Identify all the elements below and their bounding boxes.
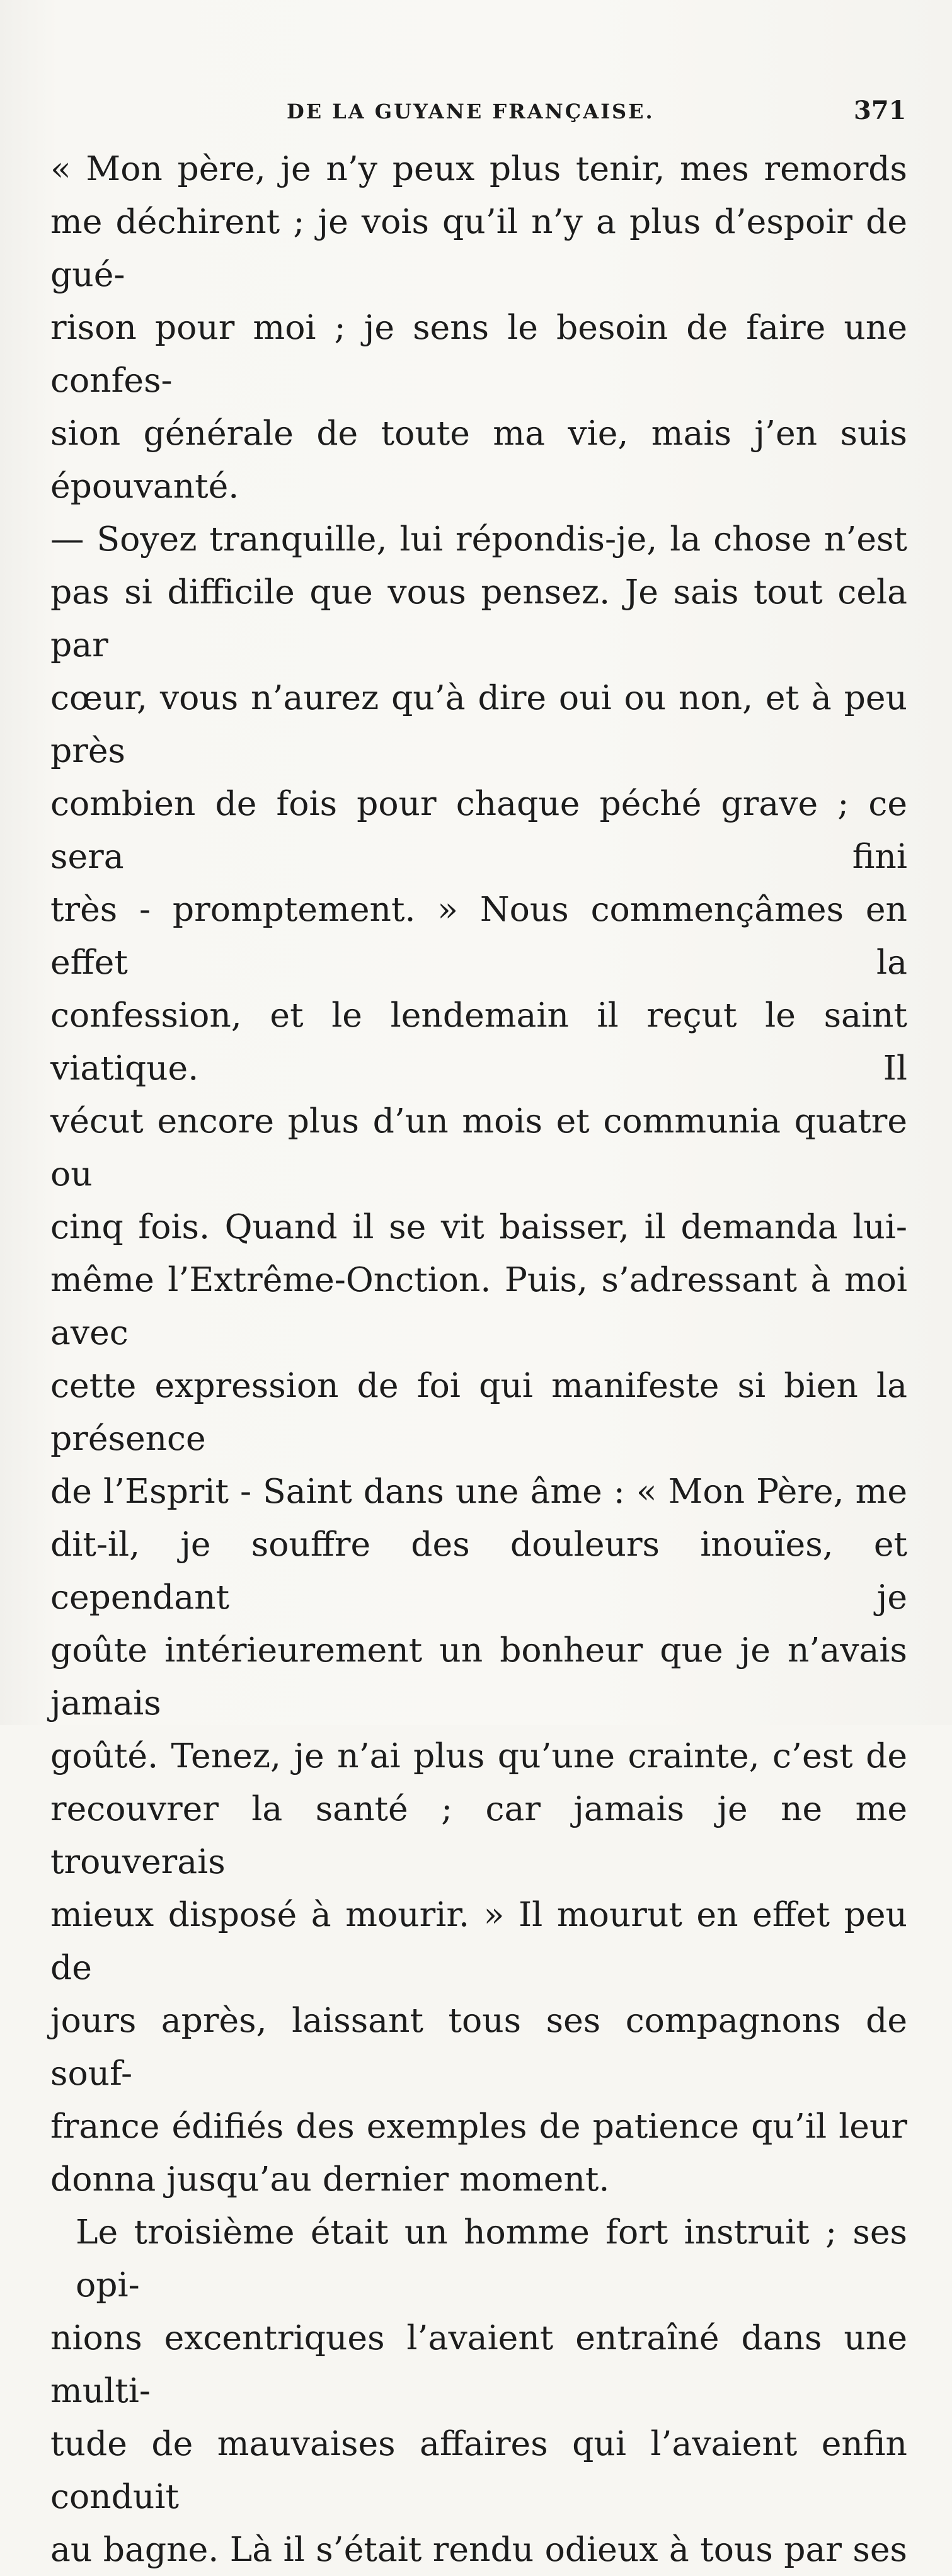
text-line: combien de fois pour chaque péché grave ; ce sera fini [50,784,907,876]
text-line: recouvrer la santé ; car jamais je ne me trouverais [50,1789,907,1881]
text-line: nions excentriques l’avaient entraîné dans une multi- [50,2318,907,2410]
paragraph-1 [50,142,907,2206]
text-line: mieux disposé à mourir. » Il mourut en effet peu de [50,1895,907,1987]
text-line: cœur, vous n’aurez qu’à dire oui ou non, et à peu près [50,678,907,770]
page-number: 371 [854,96,907,125]
text-line: vécut encore plus d’un mois et communia quatre ou [50,1101,907,1194]
text-line: goûte intérieurement un bonheur que je n’avais jamais [50,1630,907,1723]
paragraph-2 [50,2206,907,2576]
text-line: — Soyez tranquille, lui répondis-je, la chose n’est [50,519,907,559]
text-line: jours après, laissant tous ses compagnons de souf- [50,2000,907,2093]
text-line: confession, et le lendemain il reçut le saint viatique. Il [50,995,907,1088]
text-line: france édifiés des exemples de patience qu’il leur [50,2106,907,2146]
text-line: dit-il, je souffre des douleurs inouïes, et cependant je [50,1524,907,1617]
text-line: Le troisième était un homme fort instruit ; ses opi- [76,2212,907,2305]
text-line: tude de mauvaises affaires qui l’avaient enfin conduit [50,2424,907,2516]
text-line: goûté. Tenez, je n’ai plus qu’une crainte, c’est de [50,1736,907,1775]
body-text [50,142,907,2576]
text-line: sion générale de toute ma vie, mais j’en suis épouvanté. [50,413,907,506]
text-line: pas si difficile que vous pensez. Je sais tout cela par [50,572,907,664]
text-line: au bagne. Là il s’était rendu odieux à tous par ses [50,2529,907,2569]
text-line: donna jusqu’au dernier moment. [50,2159,610,2199]
text-line: « Mon père, je n’y peux plus tenir, mes remords [50,149,907,188]
text-line: même l’Extrême-Onction. Puis, s’adressant à moi avec [50,1260,907,1352]
text-line: cinq fois. Quand il se vit baisser, il demanda lui- [50,1207,907,1246]
text-line: très - promptement. » Nous commençâmes en effet la [50,889,907,982]
text-line: rison pour moi ; je sens le besoin de faire une confes- [50,307,907,400]
text-line: cette expression de foi qui manifeste si bien la présence [50,1365,907,1458]
text-line: me déchirent ; je vois qu’il n’y a plus d’espoir de gué- [50,202,907,294]
running-title: DE LA GUYANE FRANÇAISE. [287,100,655,123]
text-line: de l’Esprit - Saint dans une âme : « Mon Père, me [50,1471,907,1511]
page-header [0,96,952,137]
